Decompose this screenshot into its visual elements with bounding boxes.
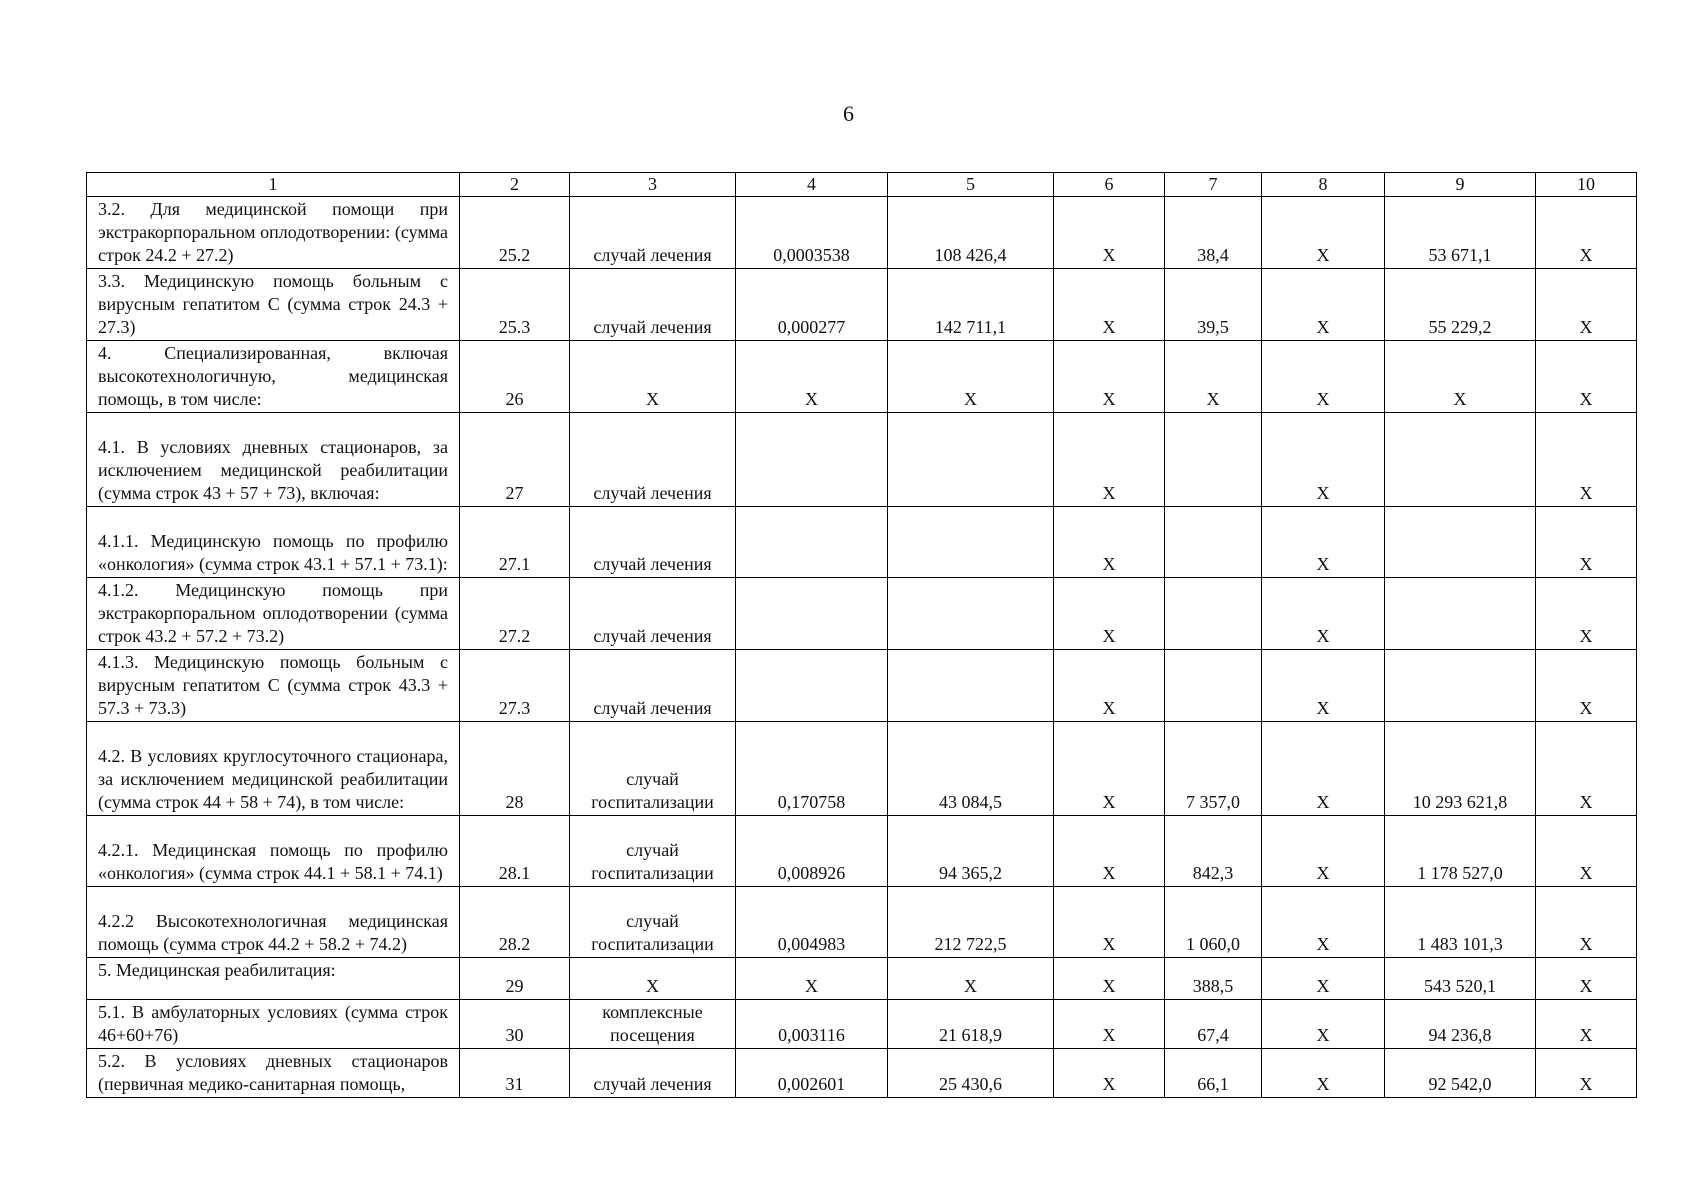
table-cell: Х: [1262, 816, 1385, 887]
table-cell: 0,000277: [736, 269, 888, 341]
table-cell: Х: [1262, 413, 1385, 507]
row-code: 27.3: [460, 650, 570, 722]
table-cell: [888, 578, 1054, 650]
table-cell: Х: [1536, 650, 1637, 722]
row-description: 4. Специализированная, включая высокотехнологичную, медицинская помощь, в том числе:: [87, 341, 460, 413]
table-row: [87, 722, 1637, 816]
table-cell: 92 542,0: [1385, 1049, 1536, 1098]
table-cell: Х: [1262, 1000, 1385, 1049]
table-cell: Х: [1385, 341, 1536, 413]
table-row: [87, 507, 1637, 578]
table-cell: Х: [1262, 578, 1385, 650]
table-cell: 212 722,5: [888, 887, 1054, 958]
row-code: 28: [460, 722, 570, 816]
table-cell: 0,0003538: [736, 197, 888, 269]
table-cell: Х: [1262, 1049, 1385, 1098]
table-cell: Х: [1054, 650, 1165, 722]
table-cell: 10 293 621,8: [1385, 722, 1536, 816]
column-header: 1: [87, 173, 460, 197]
row-code: 25.3: [460, 269, 570, 341]
row-code: 28.2: [460, 887, 570, 958]
row-code: 31: [460, 1049, 570, 1098]
table-row: [87, 887, 1637, 958]
unit-cell: случай госпитализации: [570, 722, 736, 816]
row-code: 27: [460, 413, 570, 507]
table-cell: 0,002601: [736, 1049, 888, 1098]
table-cell: [1165, 413, 1262, 507]
table-row: [87, 578, 1637, 650]
unit-cell: случай госпитализации: [570, 887, 736, 958]
table-cell: Х: [1536, 507, 1637, 578]
row-description: 4.1.1. Медицинскую помощь по профилю «онкология» (сумма строк 43.1 + 57.1 + 73.1):: [87, 507, 460, 578]
table-cell: Х: [1262, 341, 1385, 413]
table-cell: Х: [888, 341, 1054, 413]
column-header: 9: [1385, 173, 1536, 197]
data-table: [86, 172, 1637, 1098]
table-cell: Х: [1536, 197, 1637, 269]
table-cell: [736, 578, 888, 650]
row-code: 27.1: [460, 507, 570, 578]
table-header-row: [87, 173, 1637, 197]
unit-cell: случай лечения: [570, 507, 736, 578]
table-cell: Х: [1054, 269, 1165, 341]
unit-cell: комплексные посещения: [570, 1000, 736, 1049]
table-cell: Х: [1054, 1049, 1165, 1098]
table-cell: 7 357,0: [1165, 722, 1262, 816]
row-description: 4.2.1. Медицинская помощь по профилю «онкология» (сумма строк 44.1 + 58.1 + 74.1): [87, 816, 460, 887]
unit-cell: случай лечения: [570, 578, 736, 650]
column-header: 10: [1536, 173, 1637, 197]
table-row: [87, 413, 1637, 507]
table-cell: [736, 507, 888, 578]
page-number: 6: [843, 101, 854, 126]
table-cell: Х: [1054, 887, 1165, 958]
table-cell: 842,3: [1165, 816, 1262, 887]
table-cell: Х: [888, 958, 1054, 1000]
table-cell: 53 671,1: [1385, 197, 1536, 269]
table-cell: Х: [1054, 816, 1165, 887]
table-cell: Х: [1165, 341, 1262, 413]
table-cell: 388,5: [1165, 958, 1262, 1000]
table-cell: Х: [1054, 413, 1165, 507]
table-cell: [1165, 650, 1262, 722]
table-cell: Х: [1536, 269, 1637, 341]
column-header: 6: [1054, 173, 1165, 197]
table-cell: 1 483 101,3: [1385, 887, 1536, 958]
table-cell: Х: [1054, 958, 1165, 1000]
row-code: 28.1: [460, 816, 570, 887]
unit-cell: случай лечения: [570, 413, 736, 507]
table-cell: 55 229,2: [1385, 269, 1536, 341]
table-cell: 142 711,1: [888, 269, 1054, 341]
row-description: 4.1. В условиях дневных стационаров, за исключением медицинской реабилитации (сумма строк 43 + 57 + 73), включая:: [87, 413, 460, 507]
table-cell: Х: [1536, 1049, 1637, 1098]
table-cell: Х: [1054, 1000, 1165, 1049]
table-cell: 0,003116: [736, 1000, 888, 1049]
table-cell: Х: [1262, 269, 1385, 341]
table-cell: Х: [1536, 413, 1637, 507]
table-row: [87, 341, 1637, 413]
table-cell: [1385, 578, 1536, 650]
table-row: [87, 650, 1637, 722]
unit-cell: случай госпитализации: [570, 816, 736, 887]
table-cell: [1165, 578, 1262, 650]
table-cell: Х: [1262, 650, 1385, 722]
row-code: 30: [460, 1000, 570, 1049]
table-cell: Х: [1536, 578, 1637, 650]
unit-cell: Х: [570, 341, 736, 413]
row-description: 4.1.2. Медицинскую помощь при экстракорпоральном оплодотворении (сумма строк 43.2 + 57.2 + 73.2): [87, 578, 460, 650]
column-header: 7: [1165, 173, 1262, 197]
table-cell: Х: [1536, 958, 1637, 1000]
row-code: 25.2: [460, 197, 570, 269]
row-description: 4.2. В условиях круглосуточного стационара, за исключением медицинской реабилитации (сумма строк 44 + 58 + 74), в том числе:: [87, 722, 460, 816]
table-cell: 0,008926: [736, 816, 888, 887]
table-row: [87, 197, 1637, 269]
column-header: 4: [736, 173, 888, 197]
unit-cell: случай лечения: [570, 1049, 736, 1098]
column-header: 5: [888, 173, 1054, 197]
table-cell: 21 618,9: [888, 1000, 1054, 1049]
unit-cell: случай лечения: [570, 269, 736, 341]
row-code: 26: [460, 341, 570, 413]
row-description: 5.1. В амбулаторных условиях (сумма строк 46+60+76): [87, 1000, 460, 1049]
unit-cell: случай лечения: [570, 650, 736, 722]
table-cell: [1385, 507, 1536, 578]
table-cell: Х: [1536, 887, 1637, 958]
table-cell: Х: [1536, 341, 1637, 413]
table-cell: [1385, 650, 1536, 722]
row-description: 5.2. В условиях дневных стационаров (первичная медико-санитарная помощь,: [87, 1049, 460, 1098]
table-cell: 0,170758: [736, 722, 888, 816]
table-cell: 66,1: [1165, 1049, 1262, 1098]
table-row: [87, 1049, 1637, 1098]
table-cell: [736, 650, 888, 722]
row-description: 4.1.3. Медицинскую помощь больным с вирусным гепатитом С (сумма строк 43.3 + 57.3 + 73.3): [87, 650, 460, 722]
table-cell: 25 430,6: [888, 1049, 1054, 1098]
table-cell: [736, 413, 888, 507]
table-cell: 39,5: [1165, 269, 1262, 341]
table-cell: [888, 507, 1054, 578]
row-description: 4.2.2 Высокотехнологичная медицинская помощь (сумма строк 44.2 + 58.2 + 74.2): [87, 887, 460, 958]
table-cell: Х: [1536, 722, 1637, 816]
column-header: 8: [1262, 173, 1385, 197]
table-cell: 38,4: [1165, 197, 1262, 269]
table-cell: [1165, 507, 1262, 578]
table-cell: Х: [1536, 1000, 1637, 1049]
column-header: 3: [570, 173, 736, 197]
column-header: 2: [460, 173, 570, 197]
table-cell: Х: [736, 341, 888, 413]
table-cell: Х: [1536, 816, 1637, 887]
table-cell: [1385, 413, 1536, 507]
table-cell: Х: [1262, 722, 1385, 816]
unit-cell: Х: [570, 958, 736, 1000]
row-code: 27.2: [460, 578, 570, 650]
table-cell: Х: [1262, 197, 1385, 269]
unit-cell: случай лечения: [570, 197, 736, 269]
table-cell: Х: [1262, 507, 1385, 578]
table-cell: [888, 413, 1054, 507]
table-row: [87, 958, 1637, 1000]
table-cell: Х: [1054, 722, 1165, 816]
table-cell: Х: [1262, 887, 1385, 958]
table-cell: 1 060,0: [1165, 887, 1262, 958]
table-row: [87, 1000, 1637, 1049]
row-code: 29: [460, 958, 570, 1000]
table-cell: 1 178 527,0: [1385, 816, 1536, 887]
row-description: 3.2. Для медицинской помощи при экстракорпоральном оплодотворении: (сумма строк 24.2 + 27.2): [87, 197, 460, 269]
table-cell: 108 426,4: [888, 197, 1054, 269]
table-cell: 67,4: [1165, 1000, 1262, 1049]
table-cell: 0,004983: [736, 887, 888, 958]
table-cell: 543 520,1: [1385, 958, 1536, 1000]
table-row: [87, 816, 1637, 887]
row-description: 5. Медицинская реабилитация:: [87, 958, 460, 1000]
table-cell: 94 365,2: [888, 816, 1054, 887]
table-cell: Х: [1054, 578, 1165, 650]
table-cell: 43 084,5: [888, 722, 1054, 816]
table-row: [87, 269, 1637, 341]
table-cell: Х: [1054, 341, 1165, 413]
row-description: 3.3. Медицинскую помощь больным с вирусным гепатитом С (сумма строк 24.3 + 27.3): [87, 269, 460, 341]
table-cell: 94 236,8: [1385, 1000, 1536, 1049]
table-cell: Х: [1054, 507, 1165, 578]
table-cell: Х: [736, 958, 888, 1000]
table-cell: Х: [1054, 197, 1165, 269]
table-cell: Х: [1262, 958, 1385, 1000]
table-cell: [888, 650, 1054, 722]
